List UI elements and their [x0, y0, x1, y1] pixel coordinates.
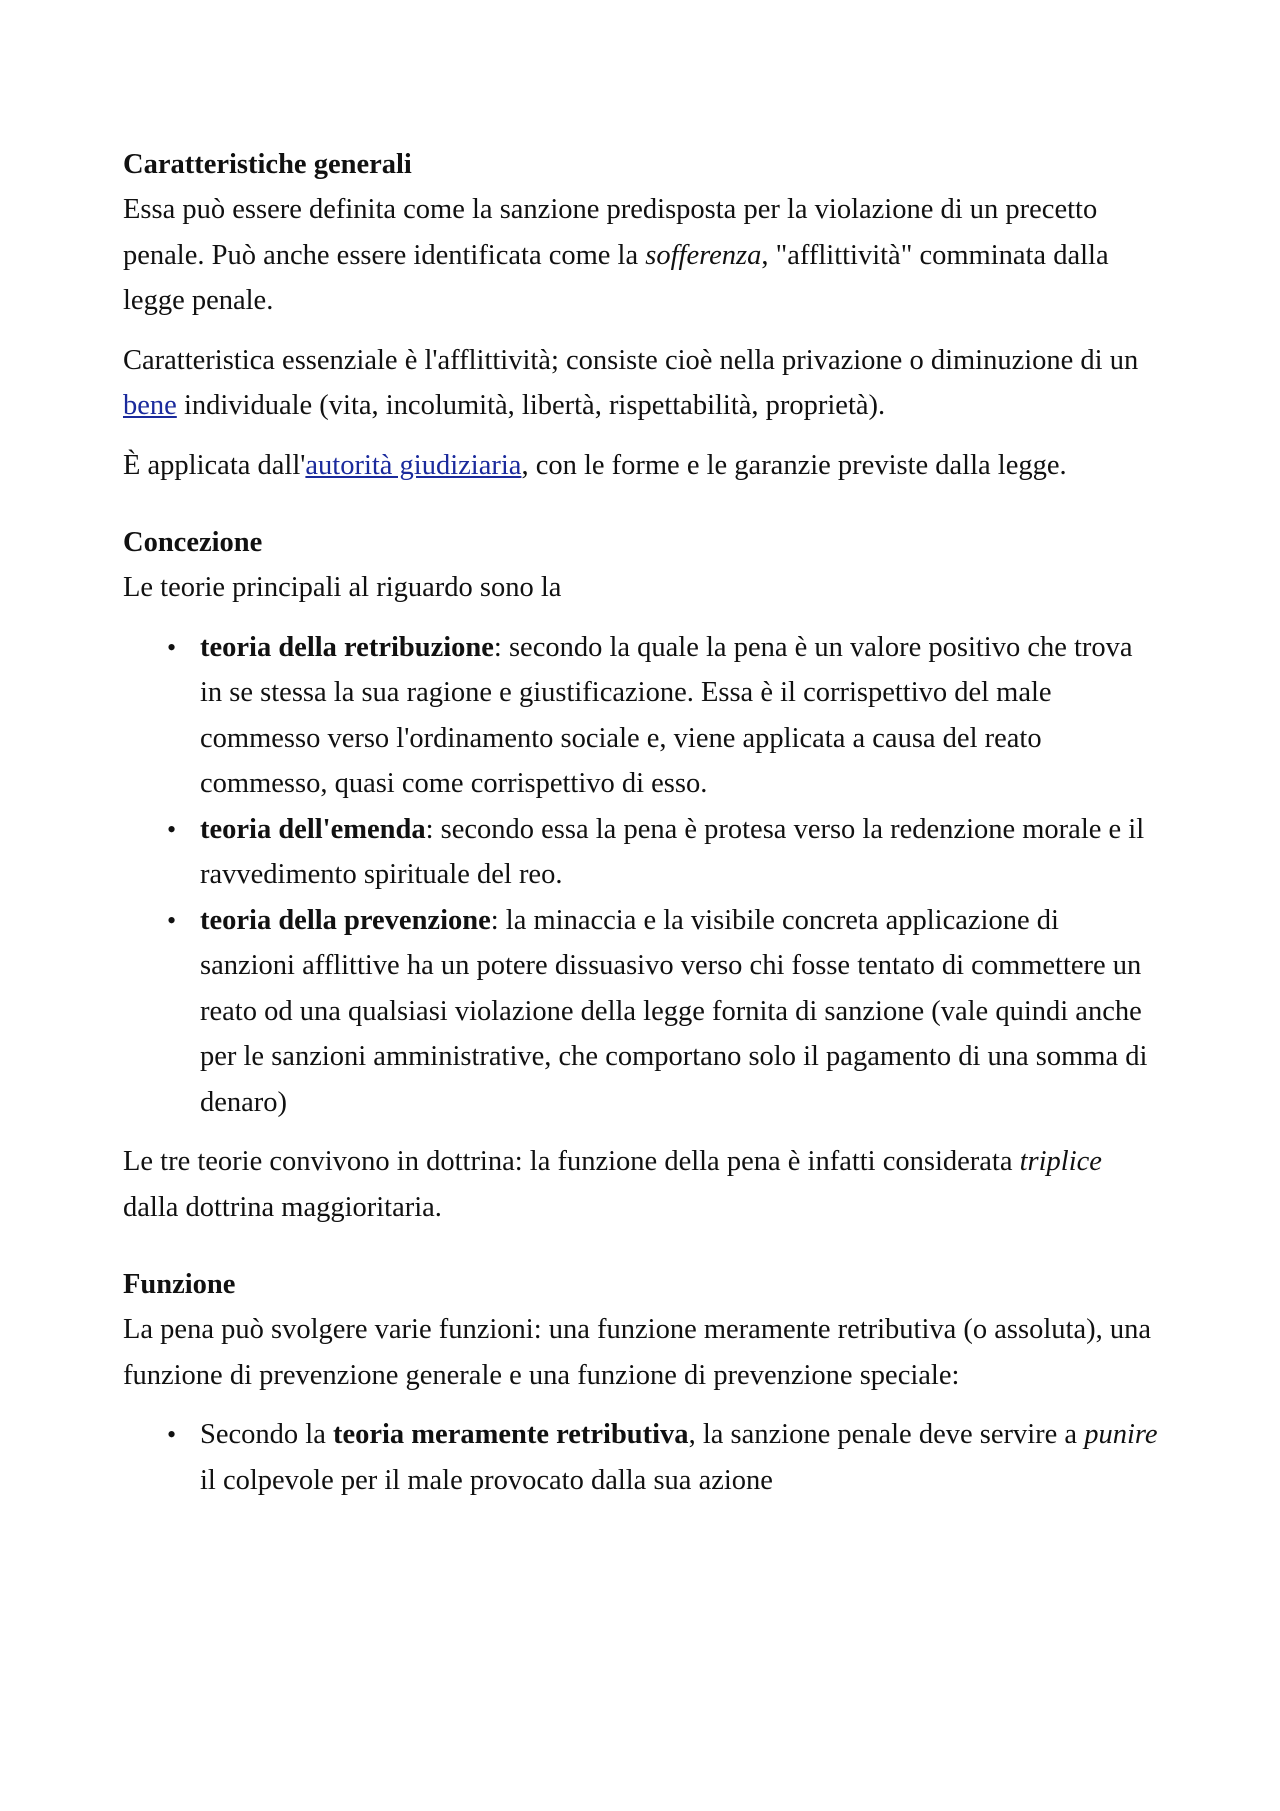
paragraph-concezione-outro: Le tre teorie convivono in dottrina: la funzione della pena è infatti considerata triplice dalla dottrina maggioritaria.	[123, 1146, 1102, 1223]
list-item-emenda: • teoria dell'emenda: secondo essa la pena è protesa verso la redenzione morale e il ravvedimento spirituale del reo.	[123, 807, 1158, 898]
paragraph-afflittivita: Caratteristica essenziale è l'afflittività; consiste cioè nella privazione o diminuzione di un bene individuale (vita, incolumità, libertà, rispettabilità, proprietà).	[123, 344, 1139, 421]
document-page	[123, 142, 1158, 1503]
section-heading-caratteristiche: Caratteristiche generali	[123, 149, 412, 180]
paragraph-concezione-intro: Le teorie principali al riguardo sono la	[123, 572, 562, 603]
link-autorita-giudiziaria[interactable]: autorità giudiziaria	[305, 449, 522, 481]
italic-term-triplice: triplice	[1019, 1146, 1102, 1177]
section-heading-funzione: Funzione	[123, 1269, 236, 1300]
list-item-retribuzione: • teoria della retribuzione: secondo la quale la pena è un valore positivo che trova in se stessa la sua ragione e giustificazione. Essa è il corrispettivo del male commesso verso l'ordinamento sociale e, viene applicata a causa del reato commesso, quasi come corrispettivo di esso.	[123, 625, 1158, 807]
list-item-retributiva: • Secondo la teoria meramente retributiva, la sanzione penale deve servire a punire il colpevole per il male provocato dalla sua azione	[123, 1412, 1158, 1503]
italic-term-punire: punire	[1084, 1419, 1158, 1450]
italic-term-sofferenza: sofferenza	[645, 239, 762, 271]
link-bene[interactable]: bene	[123, 390, 177, 421]
theories-list	[123, 625, 1158, 1126]
paragraph-definizione: Essa può essere definita come la sanzione predisposta per la violazione di un precetto penale. Può anche essere identificata come la sofferenza, "afflittività" comminata dalla legge penale.	[123, 194, 1109, 316]
paragraph-funzione-intro: La pena può svolgere varie funzioni: una funzione meramente retributiva (o assoluta), una funzione di prevenzione generale e una funzione di prevenzione speciale:	[123, 1314, 1151, 1391]
paragraph-applicazione: È applicata dall'autorità giudiziaria, con le forme e le garanzie previste dalla legge.	[123, 449, 1067, 481]
section-heading-concezione: Concezione	[123, 527, 263, 558]
list-item-prevenzione: • teoria della prevenzione: la minaccia e la visibile concreta applicazione di sanzioni afflittive ha un potere dissuasivo verso chi fosse tentato di commettere un reato od una qualsiasi violazione della legge fornita di sanzione (vale quindi anche per le sanzioni amministrative, che comportano solo il pagamento di una somma di denaro)	[123, 898, 1158, 1126]
functions-list	[123, 1412, 1158, 1503]
